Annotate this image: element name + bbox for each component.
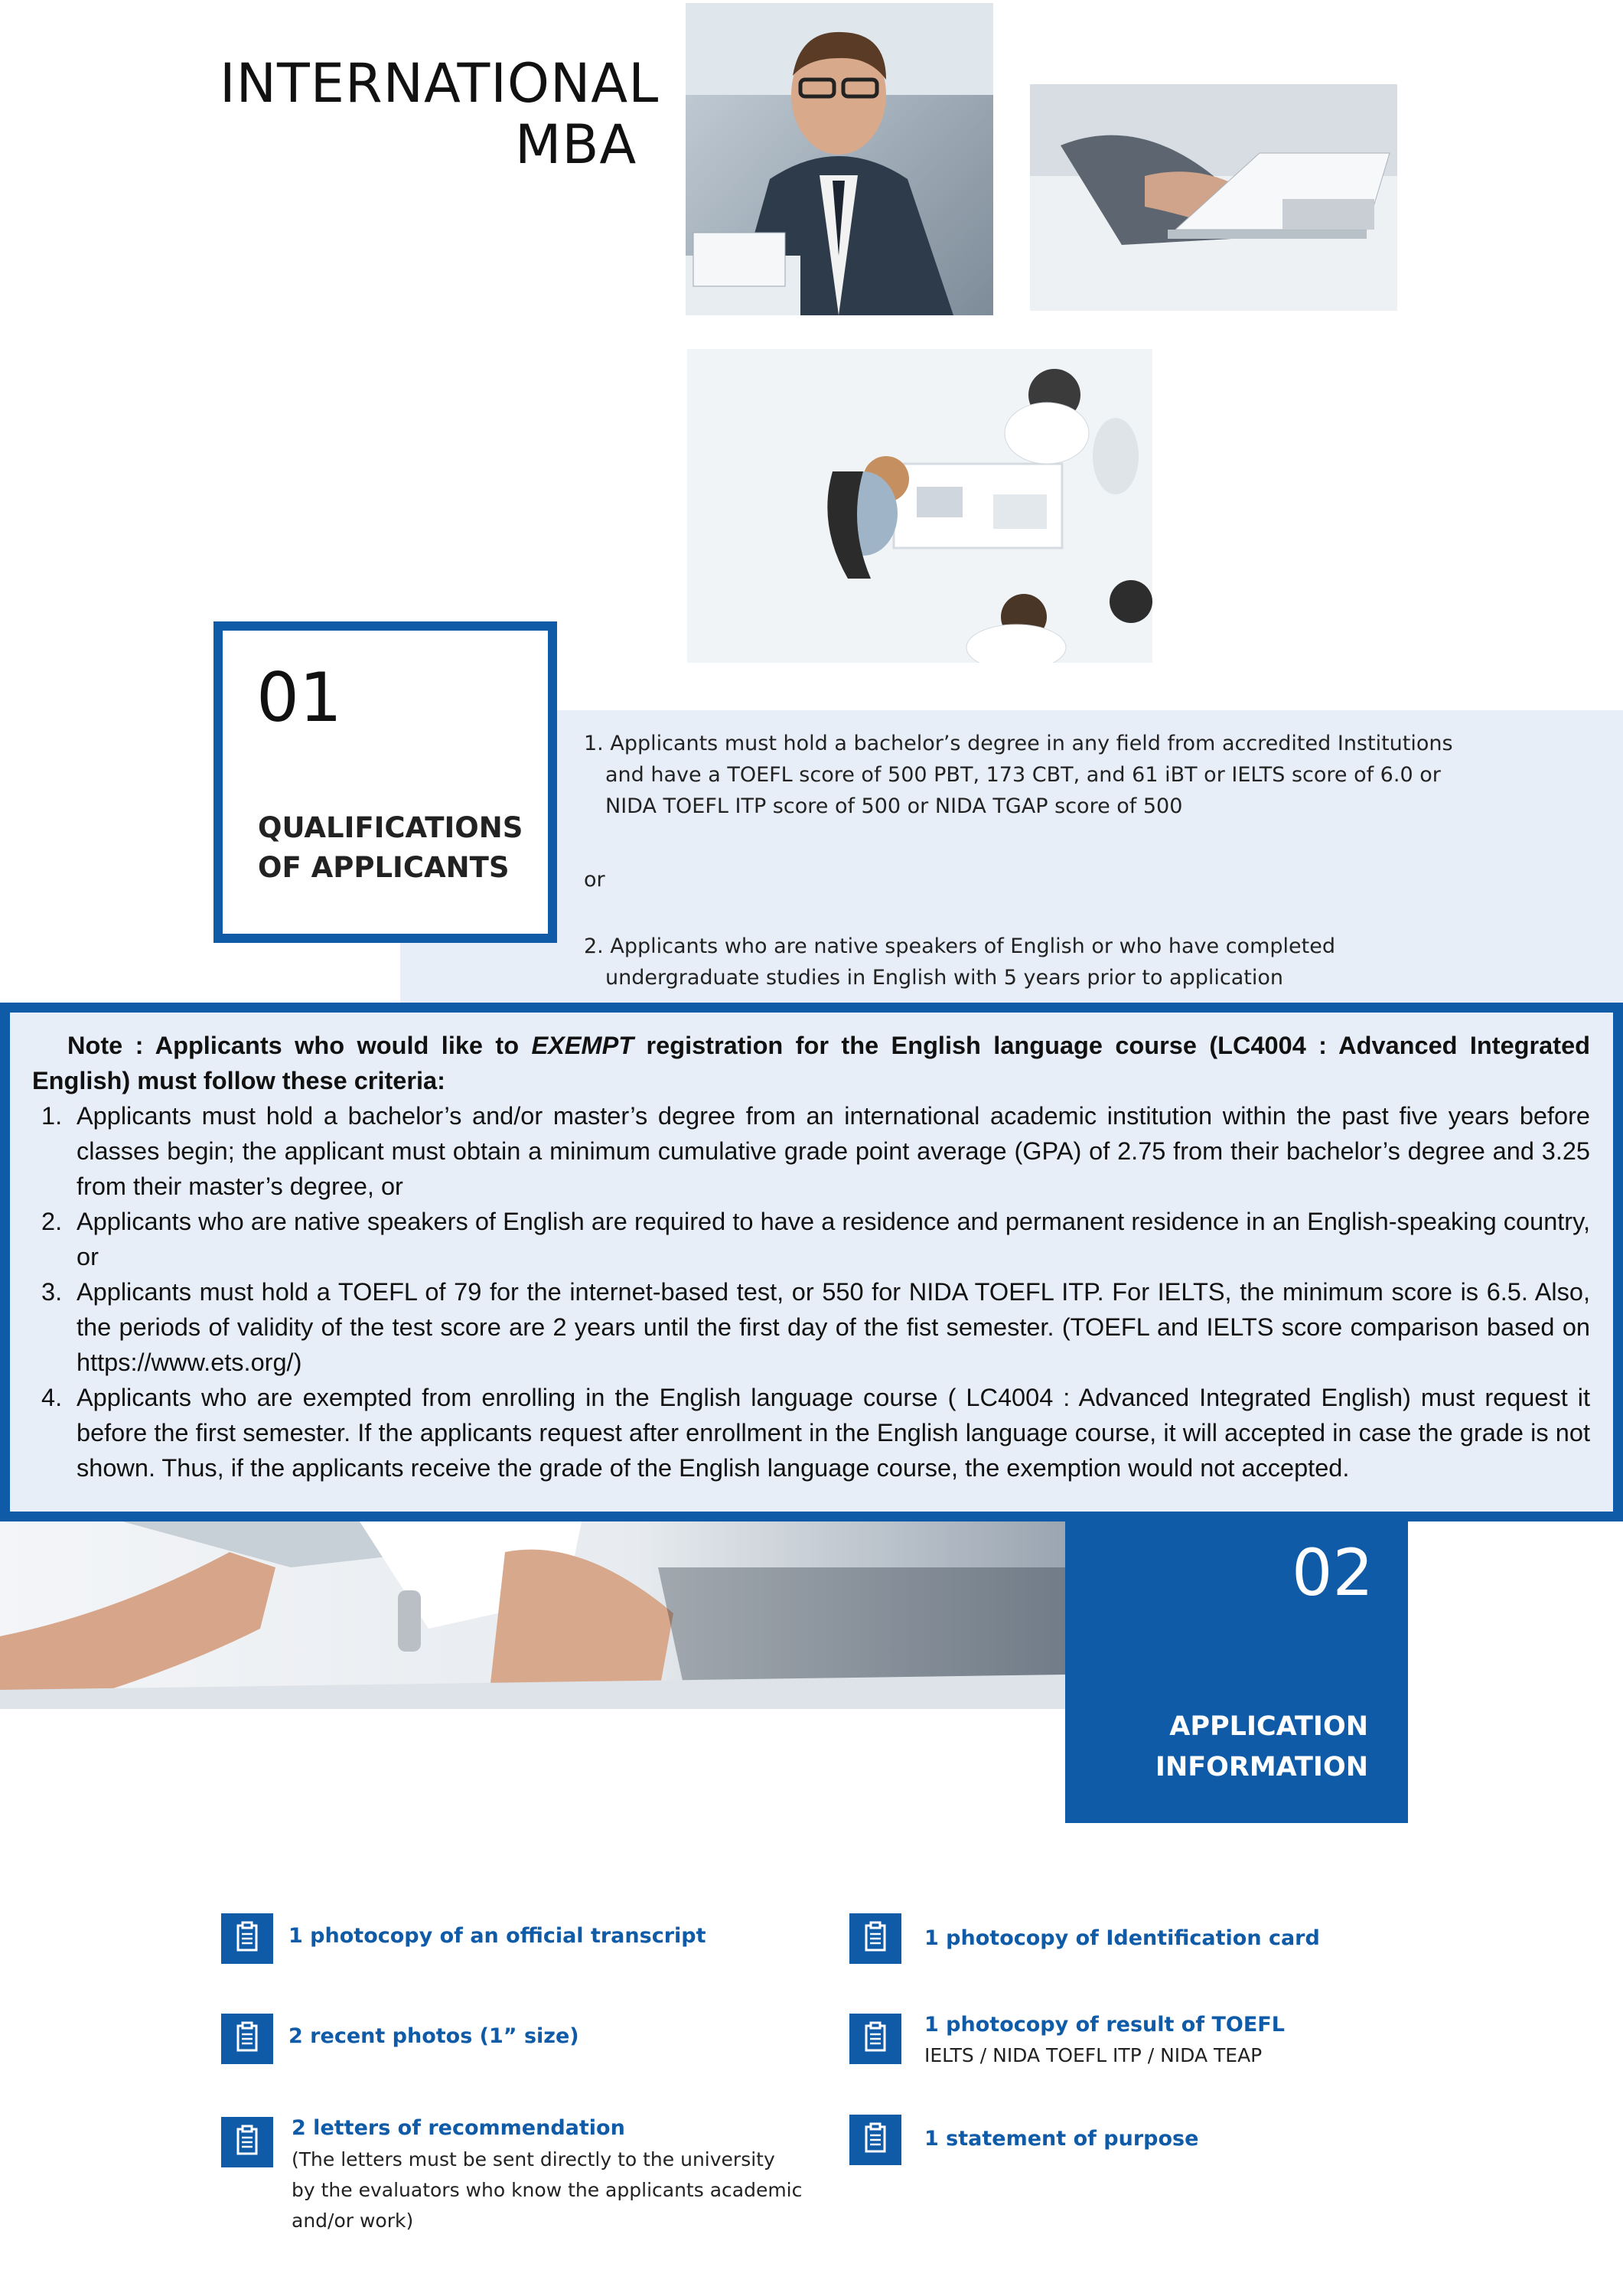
exemption-note-intro [32,1028,1590,1098]
exemption-criteria-item [32,1098,1590,1204]
document-icon [849,1913,901,1964]
qualification-item-2 [584,931,1594,993]
exemption-criteria-list [32,1098,1590,1486]
application-item-label: 2 letters of recommendation [292,2116,625,2140]
recommendation-note [292,2144,873,2236]
criteria-text: Applicants must hold a bachelor’s and/or master’s degree from an international academic institution within the past five years before classes begin; the applicant must obtain a minimum cumulative grade point average (GPA) of 2.75 from their bachelor’s degree and 3.25 from their master’s degree, or [77,1102,1590,1200]
qualification-item-1-line3: NIDA TOEFL ITP score of 500 or NIDA TGAP score of 500 [605,794,1183,818]
note-intro-prefix: Note : Applicants who would like to [67,1032,532,1059]
businessman-at-laptop-photo [686,3,993,315]
exemption-note [32,1028,1590,1486]
document-icon [221,1913,273,1964]
list-marker: 1. [41,1102,63,1130]
application-info-heading-line1: APPLICATION [1169,1711,1368,1742]
qualifications-heading-line1: QUALIFICATIONS [258,811,523,844]
qualification-item-1 [584,728,1594,822]
exemption-criteria-item [32,1274,1590,1380]
qualification-item-1-line1: 1. Applicants must hold a bachelor’s degree in any field from accredited Institutions [584,732,1453,755]
application-item-label: 1 photocopy of Identification card [924,1926,1320,1950]
note-intro-suffix: registration for the English language course (LC4004 : Advanced Integrated English) must follow these criteria: [32,1032,1590,1094]
list-marker: 2. [41,1208,63,1235]
qualification-item-1-line2: and have a TOEFL score of 500 PBT, 173 CBT, and 61 iBT or IELTS score of 6.0 or [605,763,1441,787]
page-title-line2: MBA [515,113,637,176]
application-item-label: 1 statement of purpose [924,2127,1199,2151]
application-info-heading [1133,1707,1368,1788]
application-info-heading-line2: INFORMATION [1155,1752,1368,1782]
page-title-line1: INTERNATIONAL [220,52,660,115]
qualification-item-2-line1: 2. Applicants who are native speakers of English or who have completed [584,934,1335,958]
exemption-criteria-item [32,1380,1590,1486]
note-intro-emphasis: EXEMPT [531,1032,634,1059]
document-handover-photo [0,1521,1065,1709]
toefl-options-note: IELTS / NIDA TOEFL ITP / NIDA TEAP [924,2044,1263,2066]
criteria-text: Applicants who are native speakers of English are required to have a residence and permanent residence in an English-speaking country, or [77,1208,1590,1270]
qualification-item-2-line2: undergraduate studies in English with 5 years prior to application [605,966,1283,990]
recommendation-note-line2: by the evaluators who know the applicants academic [292,2179,803,2201]
list-marker: 4. [41,1384,63,1411]
qualifications-heading-line2: OF APPLICANTS [258,851,510,884]
section-number-01: 01 [256,658,342,737]
recommendation-note-line1: (The letters must be sent directly to the university [292,2148,775,2170]
hands-on-laptop-photo [1030,84,1397,311]
section-number-02: 02 [1292,1535,1374,1610]
document-icon [849,2014,901,2064]
criteria-text: Applicants must hold a TOEFL of 79 for the internet-based test, or 550 for NIDA TOEFL ITP. For IELTS, the minimum score is 6.5. Also, the periods of validity of the test score are 2 years until the first day of the fist semester. (TOEFL and IELTS score comparison based on https://www.ets.org/) [77,1278,1590,1376]
overhead-meeting-photo [687,349,1152,663]
criteria-text: Applicants who are exempted from enrolling in the English language course ( LC4004 : Advanced Integrated English) must request it before the first semester. If the applicants request after enrollment in the English language course, it will accepted in case the grade is not shown. Thus, if the applicants receive the grade of the English language course, the exemption would not accepted. [77,1384,1590,1482]
qualification-or: or [584,868,605,892]
application-item-label: 2 recent photos (1” size) [288,2024,579,2048]
recommendation-note-line3: and/or work) [292,2210,414,2232]
application-item-label: 1 photocopy of result of TOEFL [924,2013,1285,2037]
document-icon [221,2117,273,2167]
exemption-criteria-item [32,1204,1590,1274]
document-icon [221,2014,273,2064]
document-icon [849,2115,901,2165]
application-item-label: 1 photocopy of an official transcript [288,1924,706,1948]
qualifications-heading [258,808,523,888]
list-marker: 3. [41,1278,63,1306]
